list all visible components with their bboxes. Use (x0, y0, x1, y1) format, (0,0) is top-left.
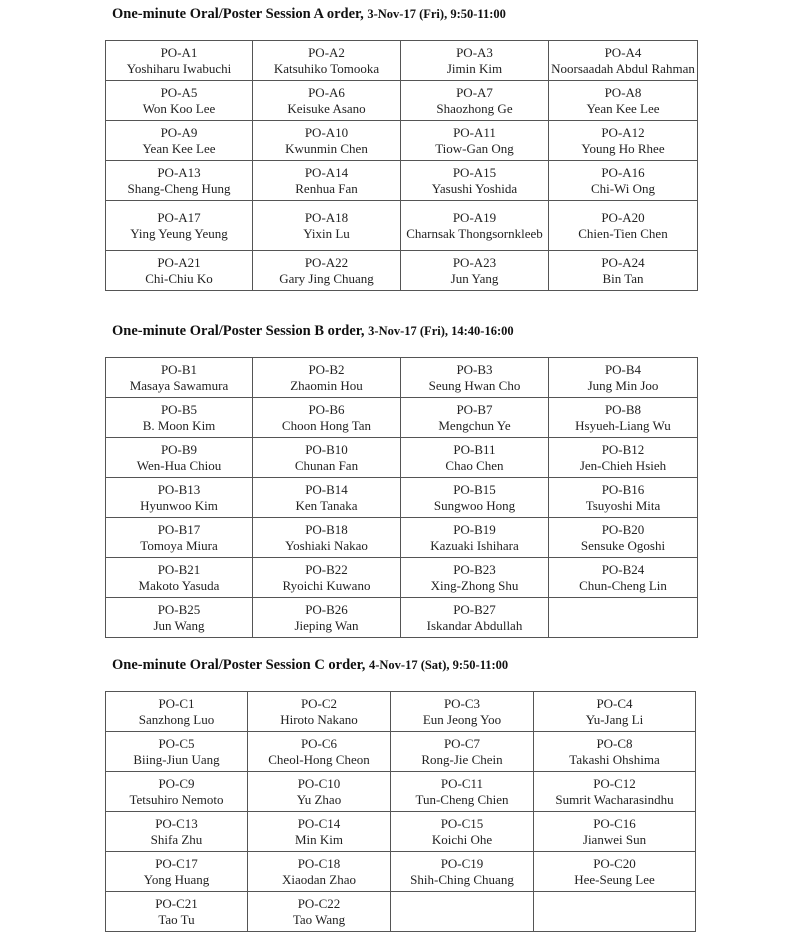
presenter-name: Rong-Jie Chein (421, 751, 503, 767)
poster-code: PO-B22 (305, 561, 348, 577)
poster-code: PO-C19 (440, 855, 484, 871)
poster-code: PO-B18 (305, 521, 348, 537)
presenter-name: Ryoichi Kuwano (282, 577, 371, 593)
poster-cell (549, 161, 698, 201)
poster-cell (549, 518, 698, 558)
poster-cell (253, 358, 401, 398)
presenter-name: Jung Min Joo (587, 377, 659, 393)
poster-code: PO-A5 (160, 84, 198, 100)
poster-code: PO-B14 (305, 481, 348, 497)
poster-code: PO-B9 (160, 441, 198, 457)
presenter-name: Kwunmin Chen (285, 140, 368, 156)
presenter-name: Young Ho Rhee (581, 140, 665, 156)
poster-cell (106, 732, 248, 772)
poster-cell (106, 692, 248, 732)
poster-code: PO-B8 (604, 401, 642, 417)
poster-code: PO-C11 (440, 775, 484, 791)
session-c-date: 4-Nov-17 (Sat), 9:50-11:00 (368, 658, 509, 672)
session-c-table (105, 691, 696, 932)
poster-cell (401, 358, 549, 398)
poster-cell (401, 41, 549, 81)
session-c-heading (112, 657, 508, 674)
poster-code: PO-A22 (304, 254, 349, 270)
poster-cell (401, 81, 549, 121)
presenter-name: Iskandar Abdullah (426, 617, 523, 633)
poster-code: PO-A20 (601, 209, 645, 225)
poster-code: PO-C17 (155, 855, 198, 871)
poster-cell (106, 772, 248, 812)
poster-cell (253, 398, 401, 438)
poster-code: PO-A2 (308, 44, 345, 60)
presenter-name: Shifa Zhu (150, 831, 203, 847)
poster-code: PO-B11 (453, 441, 496, 457)
poster-code: PO-A19 (452, 209, 497, 225)
presenter-name: Tsuyoshi Mita (585, 497, 661, 513)
poster-cell (401, 478, 549, 518)
presenter-name: Jianwei Sun (582, 831, 647, 847)
presenter-name: Shang-Cheng Hung (127, 180, 231, 196)
poster-cell (106, 41, 253, 81)
poster-cell (534, 812, 696, 852)
session-a-date: 3-Nov-17 (Fri), 9:50-11:00 (367, 7, 506, 21)
poster-cell (549, 41, 698, 81)
presenter-name: Chi-Wi Ong (590, 180, 656, 196)
poster-cell (549, 121, 698, 161)
poster-code: PO-C12 (593, 775, 636, 791)
poster-code: PO-A4 (604, 44, 642, 60)
presenter-name: Zhaomin Hou (290, 377, 363, 393)
poster-cell (106, 598, 253, 638)
poster-code: PO-C8 (596, 735, 633, 751)
presenter-name: Tomoya Miura (140, 537, 218, 553)
poster-code: PO-C13 (155, 815, 198, 831)
poster-cell (248, 732, 391, 772)
presenter-name: Yu-Jang Li (585, 711, 644, 727)
poster-code: PO-A12 (601, 124, 645, 140)
table-row (106, 558, 698, 598)
presenter-name: Shaozhong Ge (436, 100, 513, 116)
poster-cell (534, 772, 696, 812)
poster-code: PO-C21 (155, 895, 198, 911)
presenter-name: Masaya Sawamura (129, 377, 229, 393)
poster-cell (248, 812, 391, 852)
presenter-name: Hsyueh-Liang Wu (575, 417, 671, 433)
poster-cell (549, 358, 698, 398)
poster-code: PO-C18 (297, 855, 341, 871)
presenter-name: B. Moon Kim (142, 417, 216, 433)
table-row (106, 772, 696, 812)
poster-cell (106, 251, 253, 291)
session-c-title: One-minute Oral/Poster Session C order, (112, 657, 369, 673)
presenter-name: Jieping Wan (294, 617, 359, 633)
poster-cell (253, 41, 401, 81)
presenter-name: Bin Tan (602, 270, 644, 286)
poster-cell (253, 478, 401, 518)
presenter-name: Mengchun Ye (438, 417, 511, 433)
poster-code: PO-B3 (456, 361, 493, 377)
poster-cell (549, 438, 698, 478)
presenter-name: Ken Tanaka (295, 497, 358, 513)
poster-code: PO-C3 (443, 695, 481, 711)
presenter-name: Katsuhiko Tomooka (273, 60, 380, 76)
presenter-name: Yoshiaki Nakao (285, 537, 368, 553)
poster-code: PO-A13 (157, 164, 201, 180)
poster-cell (391, 892, 534, 932)
session-a-title: One-minute Oral/Poster Session A order, (112, 6, 368, 22)
presenter-name: Renhua Fan (295, 180, 358, 196)
presenter-name: Hyunwoo Kim (140, 497, 218, 513)
poster-cell (253, 251, 401, 291)
presenter-name: Xing-Zhong Shu (430, 577, 519, 593)
poster-cell (549, 81, 698, 121)
presenter-name: Hiroto Nakano (280, 711, 358, 727)
poster-code: PO-A21 (157, 254, 201, 270)
poster-cell (253, 201, 401, 251)
poster-code: PO-B4 (604, 361, 642, 377)
poster-cell (106, 892, 248, 932)
presenter-name: Charnsak Thongsornkleeb (406, 225, 543, 241)
table-row (106, 398, 698, 438)
presenter-name: Eun Jeong Yoo (422, 711, 502, 727)
table-row (106, 892, 696, 932)
poster-cell (106, 358, 253, 398)
poster-code: PO-A11 (453, 124, 496, 140)
session-b-table (105, 357, 698, 638)
poster-cell (391, 692, 534, 732)
poster-cell (248, 692, 391, 732)
poster-code: PO-C20 (593, 855, 636, 871)
poster-code: PO-C1 (158, 695, 195, 711)
poster-code: PO-C4 (596, 695, 633, 711)
poster-cell (106, 812, 248, 852)
poster-cell (253, 598, 401, 638)
presenter-name: Biing-Jiun Uang (133, 751, 220, 767)
table-row (106, 41, 698, 81)
presenter-name: Jen-Chieh Hsieh (579, 457, 667, 473)
poster-cell (253, 121, 401, 161)
poster-cell (401, 201, 549, 251)
poster-code: PO-B25 (157, 601, 201, 617)
poster-cell (106, 121, 253, 161)
poster-cell (401, 438, 549, 478)
poster-code: PO-A10 (304, 124, 349, 140)
poster-cell (391, 812, 534, 852)
session-a-heading (112, 6, 506, 23)
poster-cell (401, 518, 549, 558)
poster-cell (401, 161, 549, 201)
poster-cell (401, 398, 549, 438)
table-row (106, 478, 698, 518)
poster-cell (248, 892, 391, 932)
presenter-name: Sensuke Ogoshi (580, 537, 666, 553)
poster-cell (534, 892, 696, 932)
poster-cell (549, 598, 698, 638)
table-row (106, 812, 696, 852)
presenter-name: Seung Hwan Cho (428, 377, 521, 393)
presenter-name: Makoto Yasuda (138, 577, 220, 593)
table-row (106, 81, 698, 121)
poster-cell (106, 438, 253, 478)
presenter-name: Noorsaadah Abdul Rahman (551, 60, 695, 76)
table-row (106, 161, 698, 201)
poster-cell (401, 598, 549, 638)
presenter-name: Chun-Cheng Lin (579, 577, 667, 593)
presenter-name: Wen-Hua Chiou (136, 457, 222, 473)
poster-code: PO-A24 (601, 254, 645, 270)
poster-code: PO-B19 (453, 521, 496, 537)
presenter-name: Yoshiharu Iwabuchi (126, 60, 232, 76)
poster-code: PO-C5 (158, 735, 195, 751)
presenter-name: Tun-Cheng Chien (415, 791, 509, 807)
poster-code: PO-B24 (601, 561, 645, 577)
table-row (106, 201, 698, 251)
poster-code: PO-B26 (305, 601, 348, 617)
poster-code: PO-C16 (593, 815, 636, 831)
poster-cell (253, 438, 401, 478)
poster-code: PO-A6 (308, 84, 345, 100)
poster-code: PO-A15 (452, 164, 497, 180)
presenter-name: Sumrit Wacharasindhu (555, 791, 674, 807)
poster-cell (253, 518, 401, 558)
session-b-heading (112, 323, 514, 340)
presenter-name: Ying Yeung Yeung (130, 225, 228, 241)
poster-code: PO-A1 (160, 44, 198, 60)
presenter-name: Yasushi Yoshida (431, 180, 518, 196)
poster-cell (549, 478, 698, 518)
poster-cell (534, 732, 696, 772)
presenter-name: Won Koo Lee (142, 100, 216, 116)
poster-cell (391, 732, 534, 772)
poster-cell (106, 161, 253, 201)
poster-code: PO-C22 (297, 895, 341, 911)
poster-code: PO-C6 (300, 735, 338, 751)
presenter-name: Koichi Ohe (431, 831, 493, 847)
poster-cell (253, 161, 401, 201)
presenter-name: Keisuke Asano (287, 100, 366, 116)
poster-code: PO-A3 (456, 44, 493, 60)
presenter-name: Yong Huang (143, 871, 210, 887)
table-row (106, 251, 698, 291)
poster-cell (106, 852, 248, 892)
poster-code: PO-B6 (308, 401, 345, 417)
poster-cell (549, 251, 698, 291)
presenter-name: Chien-Tien Chen (578, 225, 668, 241)
presenter-name: Yean Kee Lee (142, 140, 216, 156)
poster-code: PO-C7 (443, 735, 481, 751)
poster-code: PO-B5 (160, 401, 198, 417)
poster-code: PO-A18 (304, 209, 349, 225)
poster-cell (401, 121, 549, 161)
presenter-name: Kazuaki Ishihara (430, 537, 519, 553)
poster-cell (549, 558, 698, 598)
presenter-name: Yean Kee Lee (586, 100, 660, 116)
presenter-name: Takashi Ohshima (569, 751, 660, 767)
poster-cell (106, 81, 253, 121)
poster-cell (534, 692, 696, 732)
poster-code: PO-B17 (157, 521, 201, 537)
poster-cell (253, 558, 401, 598)
poster-code: PO-C9 (158, 775, 195, 791)
presenter-name: Hee-Seung Lee (574, 871, 655, 887)
presenter-name: Xiaodan Zhao (281, 871, 356, 887)
presenter-name: Tao Wang (292, 911, 346, 927)
presenter-name: Chao Chen (445, 457, 504, 473)
poster-code: PO-C10 (297, 775, 341, 791)
poster-code: PO-B15 (453, 481, 496, 497)
presenter-name: Cheol-Hong Cheon (268, 751, 370, 767)
table-row (106, 518, 698, 558)
table-row (106, 692, 696, 732)
poster-cell (106, 398, 253, 438)
poster-cell (248, 852, 391, 892)
poster-code: PO-A14 (304, 164, 349, 180)
presenter-name: Sanzhong Luo (138, 711, 215, 727)
poster-cell (106, 201, 253, 251)
poster-code: PO-A8 (604, 84, 642, 100)
presenter-name: Yu Zhao (296, 791, 342, 807)
poster-cell (534, 852, 696, 892)
poster-code: PO-C2 (300, 695, 338, 711)
poster-code: PO-A9 (160, 124, 198, 140)
presenter-name: Jun Wang (153, 617, 205, 633)
presenter-name: Choon Hong Tan (281, 417, 372, 433)
poster-cell (248, 772, 391, 812)
poster-cell (391, 852, 534, 892)
presenter-name: Chunan Fan (294, 457, 359, 473)
table-row (106, 438, 698, 478)
poster-cell (106, 478, 253, 518)
table-row (106, 852, 696, 892)
table-row (106, 121, 698, 161)
poster-cell (391, 772, 534, 812)
presenter-name: Min Kim (294, 831, 344, 847)
presenter-name: Tao Tu (158, 911, 195, 927)
table-row (106, 598, 698, 638)
poster-code: PO-B27 (453, 601, 496, 617)
presenter-name: Gary Jing Chuang (279, 270, 374, 286)
poster-code: PO-A16 (601, 164, 645, 180)
presenter-name: Tiow-Gan Ong (435, 140, 514, 156)
poster-code: PO-A7 (456, 84, 493, 100)
table-row (106, 732, 696, 772)
poster-code: PO-C14 (297, 815, 341, 831)
poster-code: PO-A23 (452, 254, 497, 270)
session-b-title: One-minute Oral/Poster Session B order, (112, 323, 369, 339)
presenter-name: Jun Yang (450, 270, 499, 286)
poster-code: PO-B12 (601, 441, 645, 457)
poster-cell (106, 518, 253, 558)
session-a-table (105, 40, 698, 291)
poster-code: PO-B16 (601, 481, 645, 497)
presenter-name: Yixin Lu (303, 225, 350, 241)
poster-cell (401, 251, 549, 291)
poster-code: PO-B13 (157, 481, 201, 497)
poster-cell (253, 81, 401, 121)
table-row (106, 358, 698, 398)
poster-code: PO-B7 (456, 401, 493, 417)
session-b-date: 3-Nov-17 (Fri), 14:40-16:00 (368, 324, 514, 338)
poster-code: PO-B20 (601, 521, 645, 537)
presenter-name: Sungwoo Hong (433, 497, 516, 513)
poster-code: PO-B10 (305, 441, 348, 457)
poster-cell (401, 558, 549, 598)
poster-code: PO-A17 (157, 209, 201, 225)
poster-cell (549, 201, 698, 251)
poster-cell (549, 398, 698, 438)
presenter-name: Chi-Chiu Ko (145, 270, 213, 286)
poster-cell (106, 558, 253, 598)
presenter-name: Shih-Ching Chuang (410, 871, 514, 887)
poster-code: PO-B23 (453, 561, 496, 577)
presenter-name: Tetsuhiro Nemoto (129, 791, 224, 807)
poster-code: PO-B21 (157, 561, 201, 577)
poster-code: PO-B1 (160, 361, 198, 377)
poster-code: PO-C15 (440, 815, 484, 831)
presenter-name: Jimin Kim (446, 60, 503, 76)
poster-code: PO-B2 (308, 361, 345, 377)
